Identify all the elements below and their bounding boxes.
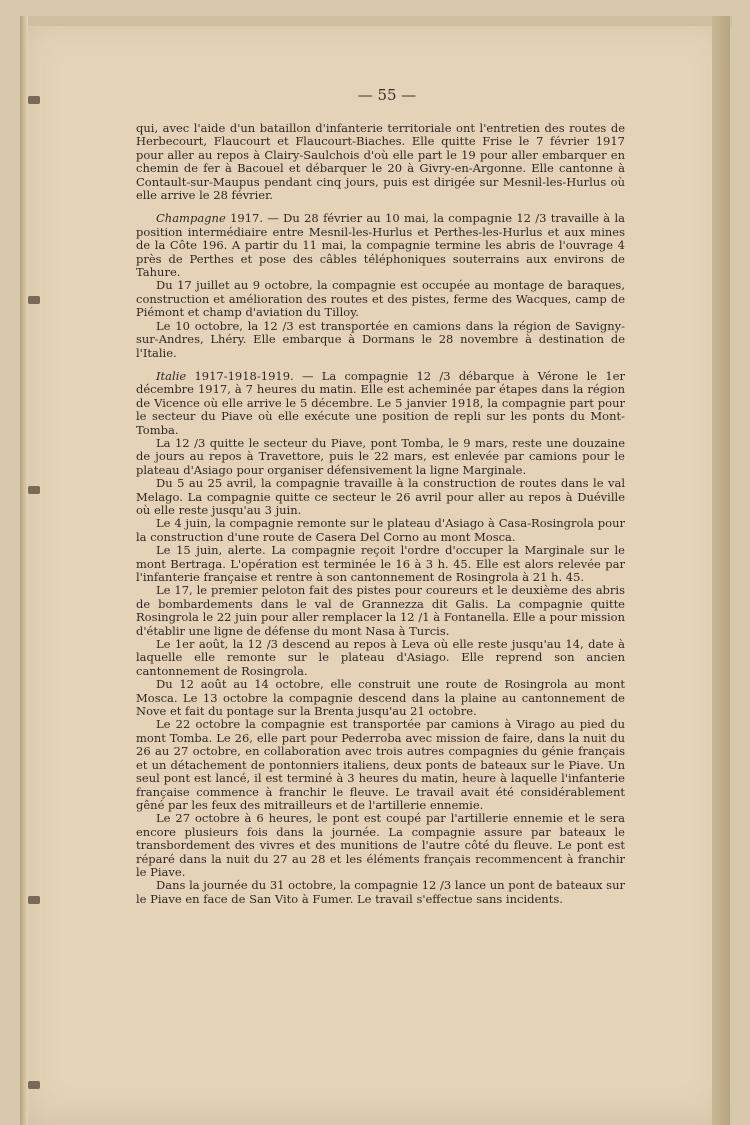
paragraph bbox=[136, 517, 625, 544]
paragraph-text: qui, avec l'aide d'un bataillon d'infanterie territoriale ont l'entretien des routes de Herbecourt, Flaucourt et Flaucourt-Biaches. Elle quitte Frise le 7 février 1917 pour aller au repos à Clairy-Saulchois d'où elle part le 19 pour aller embarquer en chemin de fer à Bacouel et débarquer le 20 à Givry-en-Argonne. Elle cantonne à Contault-sur-Maupus pendant cinq jours, puis est dirigée sur Mesnil-les-Hurlus où elle arrive le 28 février. bbox=[136, 121, 625, 203]
paragraph bbox=[136, 477, 625, 517]
paragraph bbox=[136, 544, 625, 584]
paragraph bbox=[136, 320, 625, 360]
page-binding-edge bbox=[20, 16, 28, 1125]
binding-clip bbox=[28, 296, 40, 304]
paragraph bbox=[136, 122, 625, 202]
paragraph-champagne bbox=[136, 212, 625, 279]
paragraph-text: Le 22 octobre la compagnie est transportée par camions à Virago au pied du mont Tomba. Le 26, elle part pour Pederroba avec mission de faire, dans la nuit du 26 au 27 octobre, en collaboration avec trois autres compagnies du génie français et un détachement de pontonniers italiens, deux ponts de bateaux sur le Piave. Un seul pont est lancé, il est terminé à 3 heures du matin, heure à laquelle l'infanterie française commence à franchir le fleuve. Le travail avait été considérablement gêné par les feux des mitrailleurs et de l'artillerie ennemie. bbox=[136, 717, 625, 812]
section-label-champagne: Champagne bbox=[156, 211, 226, 226]
paragraph-text: Le 4 juin, la compagnie remonte sur le plateau d'Asiago à Casa-Rosingrola pour la construction d'une route de Casera Del Corno au mont Mosca. bbox=[136, 516, 625, 544]
paragraph bbox=[136, 879, 625, 906]
paragraph bbox=[136, 437, 625, 477]
binding-clip bbox=[28, 896, 40, 904]
paragraph bbox=[136, 279, 625, 319]
paragraph-text: Du 17 juillet au 9 octobre, la compagnie est occupée au montage de baraques, construction et amélioration des routes et des pistes, ferme des Wacques, camp de Piémont et champ d'aviation du Tilloy. bbox=[136, 278, 625, 320]
page-body bbox=[136, 122, 625, 906]
binding-clip bbox=[28, 96, 40, 104]
binding-clip bbox=[28, 1081, 40, 1089]
book-page bbox=[20, 16, 732, 1125]
section-label-italie: Italie bbox=[156, 368, 187, 383]
paragraph-text: 1917. — Du 28 février au 10 mai, la compagnie 12 /3 travaille à la position intermédiaire entre Mesnil-les-Hurlus et Perthes-les-Hurlus et aux mines de la Côte 196. A partir du 11 mai, la compagnie termine les abris de l'ouvrage 4 près de Perthes et pose des câbles téléphoniques souterrains aux environs de Tahure. bbox=[136, 211, 625, 280]
binding-clip bbox=[28, 486, 40, 494]
page-number: — 55 — bbox=[357, 86, 417, 104]
paragraph bbox=[136, 638, 625, 678]
paragraph-text: Le 17, le premier peloton fait des pistes pour coureurs et le deuxième des abris de bombardements dans le val de Grannezza dit Galis. La compagnie quitte Rosingrola le 22 juin pour aller remplacer la 12 /1 à Fontanella. Elle a pour mission d'établir une ligne de défense du mont Nasa à Turcis. bbox=[136, 583, 625, 638]
paragraph bbox=[136, 584, 625, 638]
paragraph bbox=[136, 812, 625, 879]
paragraph-italie bbox=[136, 370, 625, 437]
paragraph-text: Du 12 août au 14 octobre, elle construit une route de Rosingrola au mont Mosca. Le 13 octobre la compagnie descend dans la plaine au cantonnement de Nove et fait du pontage sur la Brenta jusqu'au 21 octobre. bbox=[136, 677, 625, 719]
paragraph-text: Du 5 au 25 avril, la compagnie travaille à la construction de routes dans le val Melago. La compagnie quitte ce secteur le 26 avril pour aller au repos à Duéville où elle reste jusqu'au 3 juin. bbox=[136, 476, 625, 517]
paragraph-text: Le 1er août, la 12 /3 descend au repos à Leva où elle reste jusqu'au 14, date à laquelle elle remonte sur le plateau d'Asiago. Elle reprend son ancien cantonnement de Rosingrola. bbox=[136, 637, 625, 678]
paragraph-text: La 12 /3 quitte le secteur du Piave, pont Tomba, le 9 mars, reste une douzaine de jours au repos à Travettore, puis le 22 mars, est enlevée par camions pour le plateau d'Asiago pour organiser défensivement la ligne Marginale. bbox=[136, 435, 625, 477]
paragraph-text: 1917-1918-1919. — La compagnie 12 /3 débarque à Vérone le 1er décembre 1917, à 7 heures du matin. Elle est acheminée par étapes dans la région de Vicence où elle arrive le 5 décembre. Le 5 janvier 1918, la compagnie part pour le secteur du Piave où elle exécute une position de repli sur les ponts du Mont-Tomba. bbox=[136, 368, 625, 437]
paragraph-text: Le 27 octobre à 6 heures, le pont est coupé par l'artillerie ennemie et le sera encore plusieurs fois dans la journée. La compagnie assure par bateaux le transbordement des vivres et des munitions de l'autre côté du fleuve. Le pont est réparé dans la nuit du 27 au 28 et les éléments français recommencent à franchir le Piave. bbox=[136, 811, 625, 879]
page-top-edge bbox=[20, 16, 732, 26]
paragraph-text: Le 15 juin, alerte. La compagnie reçoit l'ordre d'occuper la Marginale sur le mont Bertraga. L'opération est terminée le 16 à 3 h. 45. Elle est alors relevée par l'infanterie française et rentre à son cantonnement de Rosingrola à 21 h. 45. bbox=[136, 543, 625, 584]
paragraph bbox=[136, 678, 625, 718]
paragraph-text: Dans la journée du 31 octobre, la compagnie 12 /3 lance un pont de bateaux sur le Piave en face de San Vito à Fumer. Le travail s'effectue sans incidents. bbox=[136, 878, 625, 906]
paragraph bbox=[136, 718, 625, 812]
page-right-edge bbox=[712, 16, 730, 1125]
paragraph-text: Le 10 octobre, la 12 /3 est transportée en camions dans la région de Savigny-sur-Andres, Lhéry. Elle embarque à Dormans le 28 novembre à destination de l'Italie. bbox=[136, 318, 625, 360]
